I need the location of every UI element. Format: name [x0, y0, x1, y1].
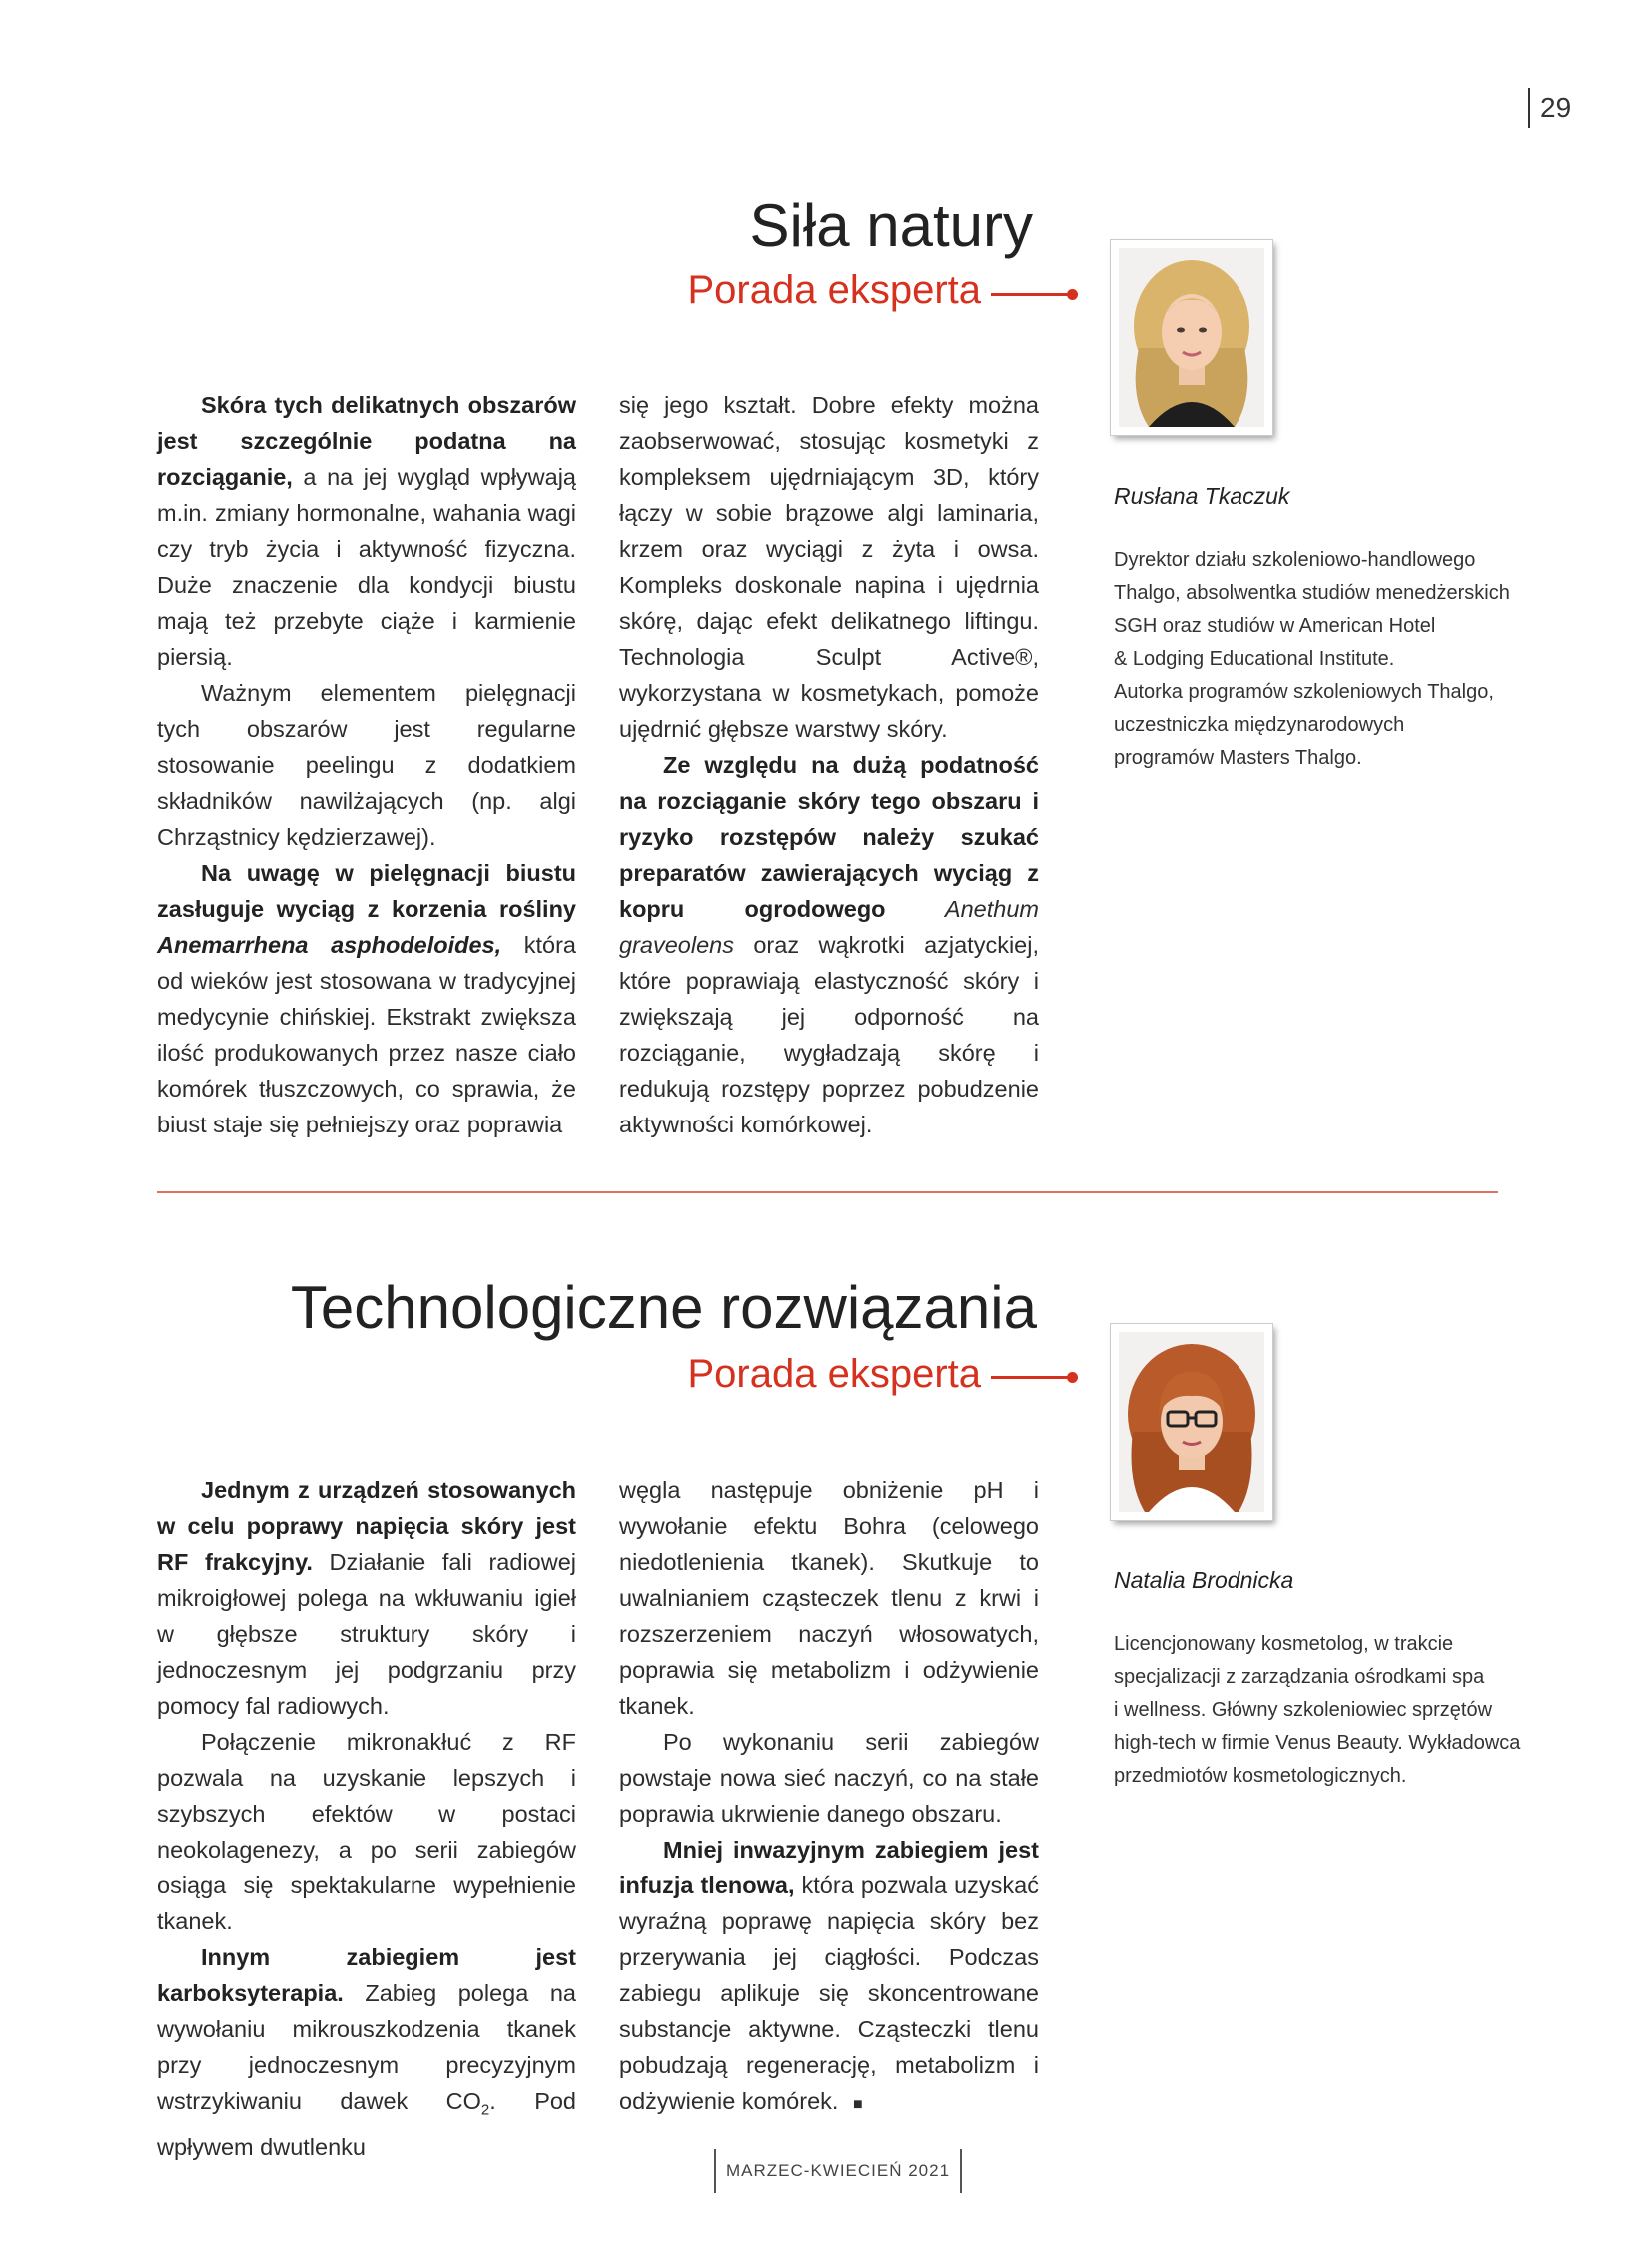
- paragraph-text: Po wykonaniu serii zabiegów powstaje nowa sieć naczyń, co na stałe poprawia ukrwienie danego obszaru.: [619, 1729, 1039, 1827]
- section2-arrow-dot: [1067, 1372, 1078, 1383]
- portrait-woman-blonde-image: [1119, 248, 1264, 427]
- paragraph-text: węgla następuje obniżenie pH i wywołanie efektu Bohra (celowego niedotlenienia tkanek). Skutkuje to uwalnianiem cząsteczek tlenu z krwi i rozszerzeniem naczyń włosowatych, poprawia się metabolizm i odżywienie tkanek.: [619, 1477, 1039, 1719]
- paragraph-text: Zabieg polega na wywołaniu mikrouszkodzenia tkanek przy jednoczesnym precyzyjnym wstrzykiwaniu dawek CO: [157, 1980, 576, 2114]
- paragraph: [619, 387, 1039, 747]
- latin-name: Anethum graveolens: [619, 896, 1039, 958]
- section2-subtitle: Porada eksperta: [687, 1352, 981, 1396]
- bio-line: high-tech w firmie Venus Beauty. Wykładowca: [1114, 1732, 1521, 1754]
- bio-line: Dyrektor działu szkoleniowo-handlowego: [1114, 549, 1476, 571]
- lead-bold: Na uwagę w pielęgnacji biustu zasługuje wyciąg z korzenia rośliny: [157, 860, 576, 922]
- portrait-woman-redhair-glasses-image: [1119, 1332, 1264, 1512]
- section1-title: Siła natury: [749, 192, 1033, 259]
- paragraph: [157, 1724, 576, 1939]
- paragraph: [619, 747, 1039, 1142]
- paragraph-text: Ważnym elementem pielęgnacji tych obszarów jest regularne stosowanie peelingu z dodatkiem składników nawilżających (np. algi Chrząstnicy kędzierzawej).: [157, 680, 576, 850]
- bio-line: uczestniczka międzynarodowych: [1114, 714, 1405, 736]
- paragraph-text: oraz wąkrotki azjatyckiej, które poprawiają elastyczność skóry i zwiększają jej odporność na rozciąganie, wygładzają skórę i redukują rozstępy poprzez pobudzenie aktywności komórkowej.: [619, 932, 1039, 1137]
- bio-line: i wellness. Główny szkoleniowiec sprzętów: [1114, 1699, 1493, 1721]
- section2-arrow-line: [991, 1376, 1071, 1379]
- bio-line: specjalizacji z zarządzania ośrodkami spa: [1114, 1666, 1485, 1688]
- paragraph: [619, 1472, 1039, 1724]
- latin-name: Anemarrhena asphodeloides,: [157, 932, 502, 958]
- paragraph-text: która pozwala uzyskać wyraźną poprawę napięcia skóry bez przerywania jej ciągłości. Podczas zabiegu aplikuje się skoncentrowane substancje aktywne. Cząsteczki tlenu pobudzają regenerację, metabolizm i odżywienie komórek.: [619, 1872, 1039, 2114]
- lead-bold: Ze względu na dużą podatność na rozciąganie skóry tego obszaru i ryzyko rozstępów należy szukać preparatów zawierających wyciąg z kopru ogrodowego: [619, 752, 1039, 922]
- section1-column-2: [619, 387, 1039, 1142]
- lead-bold: Jednym z urządzeń stosowanych w celu poprawy napięcia skóry jest RF frakcyjny.: [157, 1477, 576, 1575]
- paragraph-text: się jego kształt. Dobre efekty można zaobserwować, stosując kosmetyki z kompleksem ujędrniającym 3D, który łączy w sobie brązowe algi laminaria, krzem oraz wyciągi z żyta i owsa. Kompleks doskonale napina i ujędrnia skórę, dając efekt delikatnego liftingu. Technologia Sculpt Active®, wykorzystana w kosmetykach, pomoże ujędrnić głębsze warstwy skóry.: [619, 392, 1039, 742]
- expert-bio-brodnicka: [1114, 1628, 1553, 1793]
- expert-name-tkaczuk: Rusłana Tkaczuk: [1114, 483, 1290, 509]
- bio-line: & Lodging Educational Institute.: [1114, 648, 1395, 670]
- paragraph-text: . Pod wpływem dwutlenku: [157, 2088, 577, 2160]
- expert-bio-tkaczuk: [1114, 544, 1553, 775]
- section1-column-1: [157, 387, 576, 1142]
- lead-bold: Mniej inwazyjnym zabiegiem jest infuzja tlenowa,: [619, 1837, 1039, 1898]
- paragraph: [619, 1832, 1039, 2123]
- end-mark: ■: [852, 2096, 863, 2113]
- paragraph: [619, 1724, 1039, 1832]
- lead-bold: Skóra tych delikatnych obszarów jest szczególnie podatna na rozciąganie,: [157, 392, 576, 490]
- lead-bold: Innym zabiegiem jest karboksyterapia.: [157, 1944, 576, 2006]
- section2-column-2: [619, 1472, 1039, 2123]
- bio-line: programów Masters Thalgo.: [1114, 747, 1362, 769]
- expert-photo-brodnicka: [1111, 1324, 1272, 1520]
- paragraph: [157, 1939, 576, 2165]
- paragraph: [157, 675, 576, 855]
- expert-photo-tkaczuk: [1111, 240, 1272, 435]
- bio-line: Thalgo, absolwentka studiów menedżerskich: [1114, 582, 1510, 604]
- paragraph-text: która od wieków jest stosowana w tradycyjnej medycynie chińskiej. Ekstrakt zwiększa ilość produkowanych przez nasze ciało komórek tłuszczowych, co sprawia, że biust staje się pełniejszy oraz poprawia: [157, 932, 576, 1137]
- subscript: 2: [480, 2101, 490, 2119]
- bio-line: SGH oraz studiów w American Hotel: [1114, 615, 1436, 637]
- section2-title: Technologiczne rozwiązania: [290, 1274, 1037, 1341]
- paragraph: [157, 855, 576, 1142]
- section-divider: [157, 1191, 1498, 1193]
- section1-arrow-dot: [1067, 289, 1078, 300]
- bio-line: Autorka programów szkoleniowych Thalgo,: [1114, 681, 1494, 703]
- paragraph: [157, 1472, 576, 1724]
- bio-line: przedmiotów kosmetologicznych.: [1114, 1765, 1407, 1787]
- section1-arrow-line: [991, 293, 1071, 296]
- section1-subtitle: Porada eksperta: [687, 268, 981, 312]
- issue-footer: MARZEC-KWIECIEŃ 2021: [714, 2149, 962, 2193]
- paragraph-text: a na jej wygląd wpływają m.in. zmiany hormonalne, wahania wagi czy tryb życia i aktywność fizyczna. Duże znaczenie dla kondycji biustu mają też przebyte ciąże i karmienie piersią.: [157, 464, 576, 670]
- paragraph: [157, 387, 576, 675]
- page-number: 29: [1528, 88, 1571, 128]
- bio-line: Licencjonowany kosmetolog, w trakcie: [1114, 1633, 1454, 1655]
- section2-column-1: [157, 1472, 576, 2165]
- paragraph-text: Połączenie mikronakłuć z RF pozwala na uzyskanie lepszych i szybszych efektów w postaci neokolagenezy, a po serii zabiegów osiąga się spektakularne wypełnienie tkanek.: [157, 1729, 576, 1934]
- expert-name-brodnicka: Natalia Brodnicka: [1114, 1567, 1294, 1593]
- paragraph-text: Działanie fali radiowej mikroigłowej polega na wkłuwaniu igieł w głębsze struktury skóry i jednoczesnym jej podgrzaniu przy pomocy fal radiowych.: [157, 1549, 577, 1719]
